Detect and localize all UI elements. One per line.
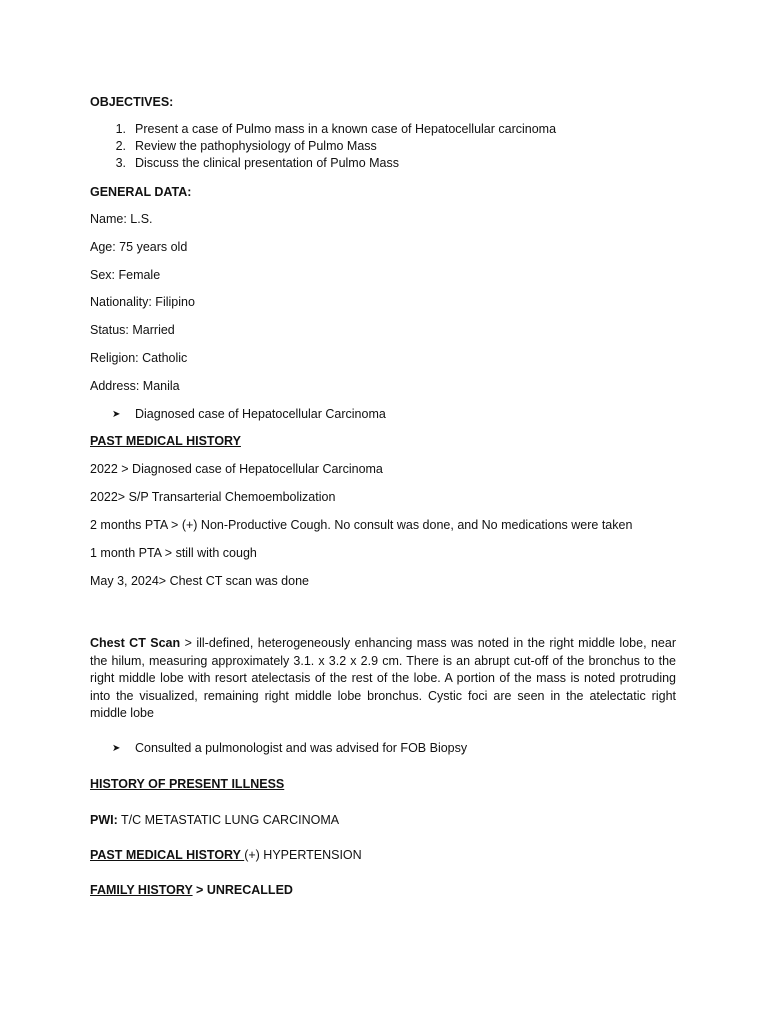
list-number: 2. — [115, 139, 126, 153]
hpi-heading: HISTORY OF PRESENT ILLNESS — [90, 777, 285, 791]
list-number: 3. — [115, 156, 126, 170]
name-field: Name: L.S. — [90, 212, 153, 226]
list-item-text: Discuss the clinical presentation of Pulmo Mass — [135, 156, 400, 170]
sex-field: Sex: Female — [90, 268, 161, 282]
family-history-line — [90, 883, 293, 898]
nationality-field: Nationality: Filipino — [90, 295, 195, 309]
age-field: Age: 75 years old — [90, 240, 188, 254]
general-data-heading: GENERAL DATA: — [90, 185, 192, 199]
list-number: 1. — [115, 122, 126, 136]
history-entry: 2022 > Diagnosed case of Hepatocellular Carcinoma — [90, 462, 383, 476]
pwi-line — [90, 813, 339, 828]
arrowhead-bullet-icon: ➤ — [112, 409, 121, 420]
family-history-label: FAMILY HISTORY — [90, 883, 193, 897]
chest-ct-label: Chest CT Scan — [90, 636, 181, 650]
pmh-text: (+) HYPERTENSION — [244, 848, 362, 862]
past-medical-history-heading: PAST MEDICAL HISTORY — [90, 434, 241, 448]
objectives-heading: OBJECTIVES: — [90, 95, 174, 109]
history-entry: 1 month PTA > still with cough — [90, 546, 257, 560]
arrowhead-bullet-icon: ➤ — [112, 743, 121, 754]
pwi-label: PWI: — [90, 813, 118, 827]
family-history-text: > UNRECALLED — [192, 883, 293, 897]
address-field: Address: Manila — [90, 379, 180, 393]
religion-field: Religion: Catholic — [90, 351, 188, 365]
status-field: Status: Married — [90, 323, 175, 337]
list-item-text: Review the pathophysiology of Pulmo Mass — [135, 139, 377, 153]
pwi-text: T/C METASTATIC LUNG CARCINOMA — [117, 813, 340, 827]
bullet-text: Consulted a pulmonologist and was advised for FOB Biopsy — [135, 741, 468, 755]
history-entry: 2 months PTA > (+) Non-Productive Cough. No consult was done, and No medications were taken — [90, 518, 633, 532]
bullet-text: Diagnosed case of Hepatocellular Carcinoma — [135, 407, 386, 421]
history-entry: 2022> S/P Transarterial Chemoembolization — [90, 490, 336, 504]
pmh-line — [90, 848, 362, 863]
list-item-text: Present a case of Pulmo mass in a known case of Hepatocellular carcinoma — [135, 122, 557, 136]
pmh-label: PAST MEDICAL HISTORY — [90, 848, 245, 862]
chest-ct-paragraph — [90, 635, 676, 723]
history-entry: May 3, 2024> Chest CT scan was done — [90, 574, 309, 588]
chest-ct-text: > ill-defined, heterogeneously enhancing mass was noted in the right middle lobe, near the hilum, measuring approximately 3.1. x 3.2 x 2.9 cm. There is an abrupt cut-off of the bronchus to the right middle lobe with resort atelectasis of the rest of the lobe. A portion of the mass is noted protruding into the visualized, remaining right middle lobe bronchus. Cystic foci are seen in the atelectatic right middle lobe — [90, 636, 676, 720]
